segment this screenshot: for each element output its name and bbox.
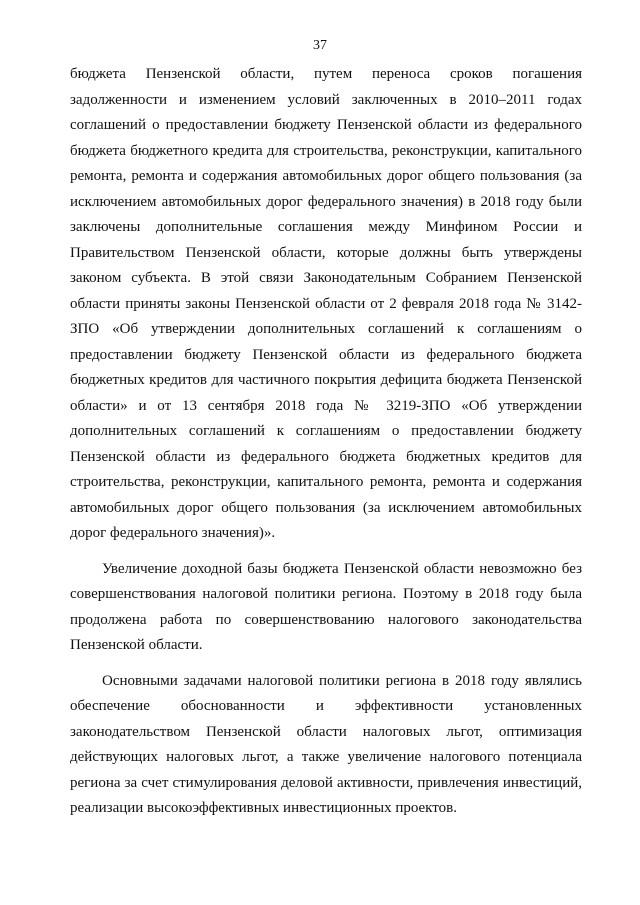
paragraph-budget-credits: бюджета Пензенской области, путем переноса сроков погашения задолженности и изменением условий заключенных в 2010–2011 годах соглашений о предоставлении бюджету Пензенской области из федерального бюджета бюджетного кредита для строительства, реконструкции, капитального ремонта, ремонта и содержания автомобильных дорог общего пользования (за исключением автомобильных дорог федерального значения) в 2018 году были заключены дополнительные соглашения между Минфином России и Правительством Пензенской области, которые должны быть утверждены законом субъекта. В этой связи Законодательным Собранием Пензенской области приняты законы Пензенской области от 2 февраля 2018 года № 3142-ЗПО «Об утверждении дополнительных соглашений к соглашениям о предоставлении бюджету Пензенской области из федерального бюджета бюджетных кредитов для частичного покрытия дефицита бюджета Пензенской области» и от 13 сентября 2018 года № 3219-ЗПО «Об утверждении дополнительных соглашений к соглашениям о предоставлении бюджету Пензенской области из федерального бюджета бюджетных кредитов для строительства, реконструкции, капитального ремонта, ремонта и содержания автомобильных дорог общего пользования (за исключением автомобильных дорог федерального значения)». (70, 66, 582, 541)
paragraph-tax-policy-improvement: Увеличение доходной базы бюджета Пензенской области невозможно без совершенствования налоговой политики региона. Поэтому в 2018 году была продолжена работа по совершенствованию налогового законодательства Пензенской области. (70, 560, 582, 653)
page-number: 37 (313, 38, 327, 53)
document-body (70, 62, 582, 822)
paragraph-tax-policy-objectives: Основными задачами налоговой политики региона в 2018 году являлись обеспечение обоснованности и эффективности установленных законодательством Пензенской области налоговых льгот, оптимизация действующих налоговых льгот, а также увеличение налогового потенциала региона за счет стимулирования деловой активности, привлечения инвестиций, реализации высокоэффективных инвестиционных проектов. (70, 672, 582, 816)
